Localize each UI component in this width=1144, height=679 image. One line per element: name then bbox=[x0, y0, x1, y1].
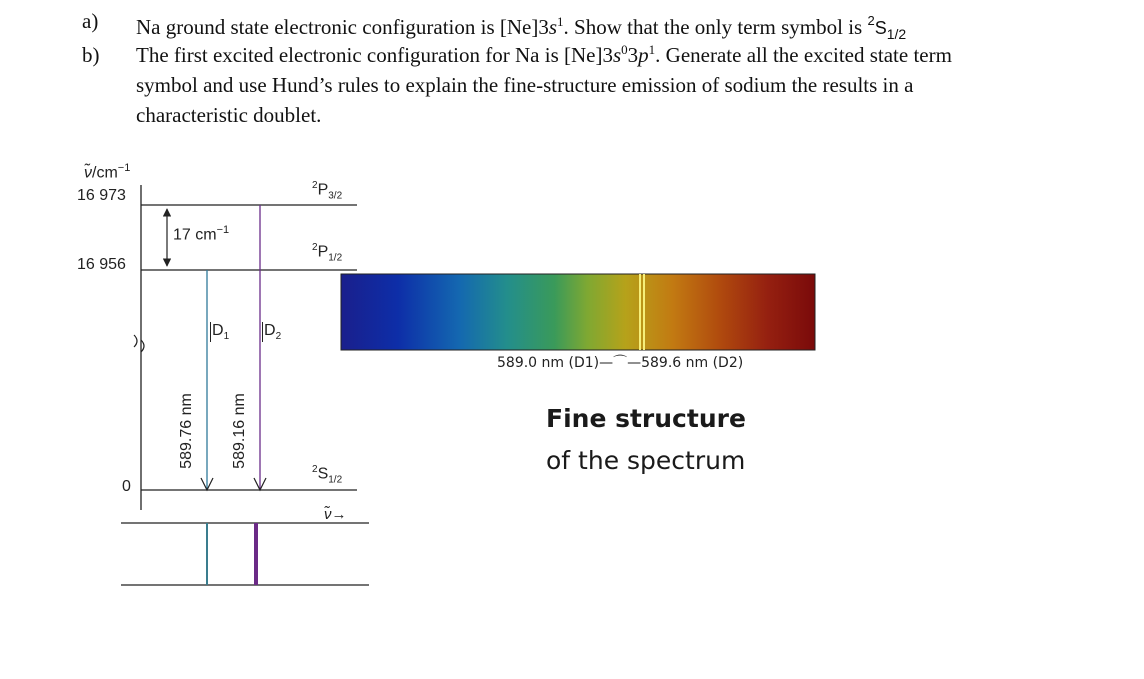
question-a-label: a) bbox=[82, 9, 99, 33]
wavenumber-direction-label: ν̃→ bbox=[324, 506, 347, 523]
axis-unit-exp: −1 bbox=[117, 162, 131, 174]
question-b-sup1: 1 bbox=[648, 42, 656, 57]
d1-name: D bbox=[212, 322, 224, 339]
term-2p12-mult: 2 bbox=[312, 242, 318, 253]
d2-name: D bbox=[264, 322, 276, 339]
nu-symbol: ν̃ bbox=[84, 164, 92, 182]
d2-sub: 2 bbox=[275, 331, 282, 343]
spectrum-subtitle: of the spectrum bbox=[546, 446, 746, 475]
level-value-16973: 16 973 bbox=[77, 187, 126, 204]
term-2s12-mult: 2 bbox=[312, 464, 318, 475]
d1-wavelength-label: 589.76 nm bbox=[178, 393, 195, 469]
question-b-three: 3 bbox=[627, 43, 639, 67]
d2-wavelength-label: 589.16 nm bbox=[231, 393, 248, 469]
question-b-label: b) bbox=[82, 43, 100, 67]
d1-label bbox=[210, 322, 229, 342]
ground-term-letter: S bbox=[874, 18, 887, 38]
term-2s12-letter: S bbox=[317, 465, 329, 483]
level-value-16956: 16 956 bbox=[77, 256, 126, 273]
ground-term-mult: 2 bbox=[867, 13, 875, 28]
splitting-exp: −1 bbox=[216, 224, 230, 236]
question-b-p: p bbox=[638, 43, 649, 67]
question-b-line1-pre: The first excited electronic configuration for Na is [Ne]3 bbox=[136, 43, 613, 67]
term-2p32-mult: 2 bbox=[312, 180, 318, 191]
term-2p12-j: 1/2 bbox=[328, 252, 343, 264]
term-label-2p12 bbox=[312, 242, 342, 264]
question-b-line3: characteristic doublet. bbox=[136, 103, 322, 127]
splitting-value: 17 cm bbox=[173, 226, 217, 244]
question-b-sup0: 0 bbox=[621, 42, 628, 57]
term-2s12-j: 1/2 bbox=[328, 474, 343, 486]
axis-unit: /cm bbox=[92, 164, 118, 182]
term-2p32-j: 3/2 bbox=[328, 190, 343, 202]
level-value-0: 0 bbox=[122, 478, 131, 495]
axis-break-mark bbox=[134, 335, 144, 352]
question-a-text-mid: . Show that the only term symbol is bbox=[563, 15, 868, 39]
question-b-line2: symbol and use Hund’s rules to explain the fine-structure emission of sodium the results in a bbox=[136, 73, 914, 97]
term-label-2s12 bbox=[312, 464, 342, 486]
d1-sub: 1 bbox=[223, 331, 230, 343]
question-a-s: s bbox=[548, 15, 558, 39]
d2-label bbox=[262, 322, 281, 342]
spectrum-label-text: 589.0 nm (D1)—⌒—589.6 nm (D2) bbox=[497, 355, 744, 371]
ground-term-j: 1/2 bbox=[886, 26, 907, 42]
question-a-sup: 1 bbox=[557, 14, 564, 29]
term-2p12-letter: P bbox=[317, 243, 329, 261]
term-label-2p32 bbox=[312, 180, 342, 202]
question-b-line1-post: . Generate all the excited state term bbox=[655, 43, 952, 67]
spectrum-title: Fine structure bbox=[546, 404, 746, 433]
axis-unit-label bbox=[84, 162, 130, 182]
question-a-text-pre: Na ground state electronic configuration is [Ne]3 bbox=[136, 15, 549, 39]
question-b-s: s bbox=[612, 43, 622, 67]
spectrum-strip bbox=[341, 274, 815, 350]
spectrum-wavelength-label bbox=[497, 352, 743, 372]
splitting-label bbox=[173, 224, 229, 244]
term-2p32-letter: P bbox=[317, 181, 329, 199]
